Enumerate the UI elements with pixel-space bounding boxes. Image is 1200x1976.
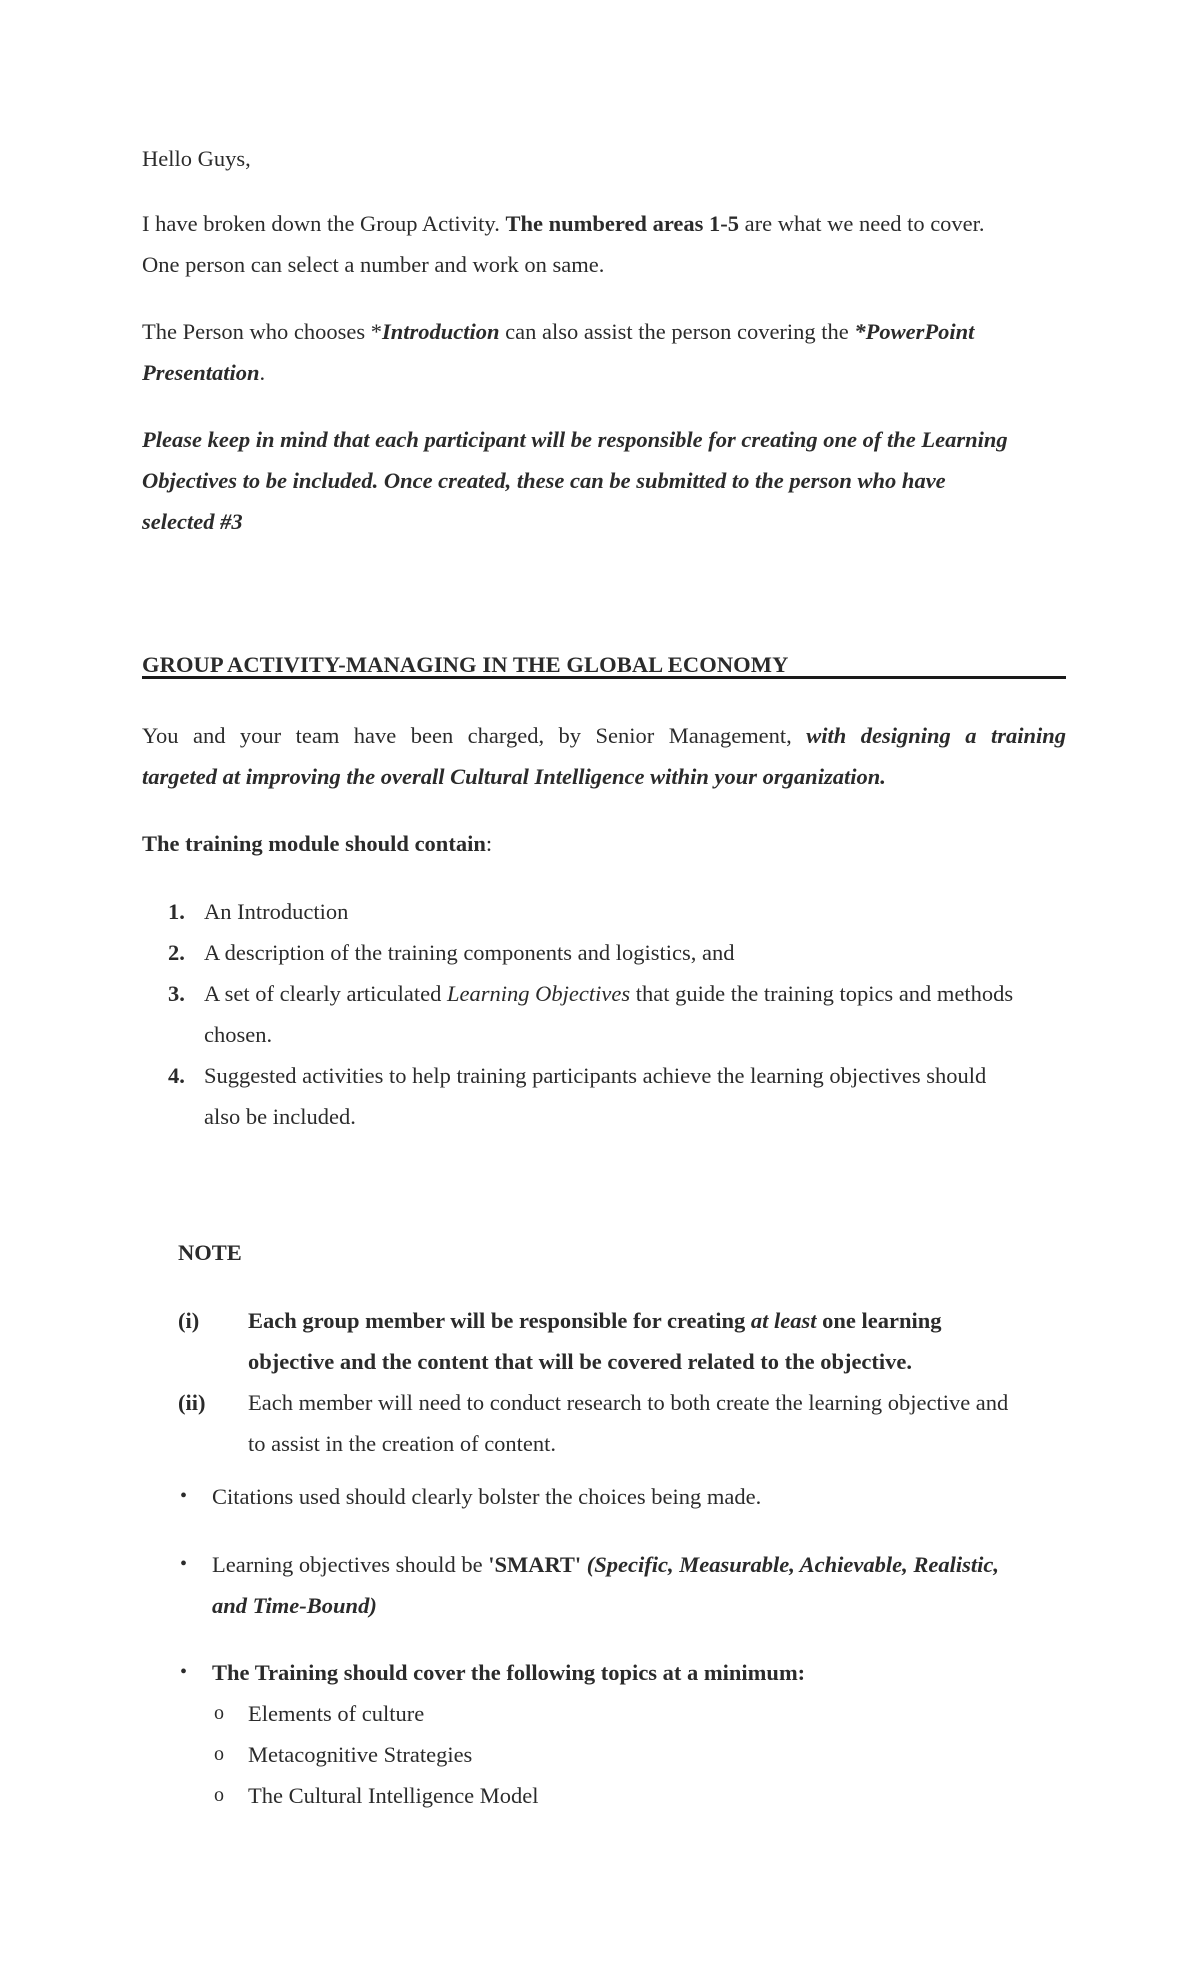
- section-heading: GROUP ACTIVITY-MANAGING IN THE GLOBAL ECONOMY: [142, 652, 789, 677]
- list-item: [142, 932, 1066, 973]
- learning-objectives-term: Learning Objectives: [447, 981, 631, 1006]
- list-number: 1.: [168, 899, 185, 924]
- period: .: [259, 360, 266, 385]
- reminder-line-2: Objectives to be included. Once created, these can be submitted to the person who have: [142, 468, 946, 493]
- smart-definition-continuation: and Time-Bound): [212, 1593, 377, 1618]
- note-text: one learning: [816, 1308, 942, 1333]
- module-intro: [142, 823, 1066, 864]
- list-item-text: A set of clearly articulated: [204, 981, 448, 1006]
- at-least-emphasis: at least: [750, 1308, 817, 1333]
- list-item: [142, 891, 1066, 932]
- note-title: NOTE: [178, 1240, 242, 1265]
- note-item: [178, 1300, 1066, 1382]
- topics-intro: The Training should cover the following topics at a minimum:: [212, 1660, 806, 1685]
- intro-paragraph: [142, 203, 1066, 285]
- charge-line-1: [142, 715, 1066, 756]
- bullet-item: [178, 1652, 1066, 1693]
- charge-text: You and your team have been charged, by Senior Management,: [142, 723, 807, 748]
- intro-text-1: I have broken down the Group Activity.: [142, 211, 506, 236]
- introduction-paragraph: [142, 311, 1066, 393]
- presentation-term: Presentation: [142, 360, 260, 385]
- intro-chooser-text: The Person who chooses *: [142, 319, 382, 344]
- reminder-line-3: selected #3: [142, 509, 243, 534]
- topic-text: Elements of culture: [248, 1701, 425, 1726]
- note-list: [178, 1300, 1066, 1464]
- topic-text: The Cultural Intelligence Model: [248, 1783, 539, 1808]
- note-continuation: objective and the content that will be covered related to the objective.: [248, 1349, 913, 1374]
- bullet-item: [178, 1476, 1066, 1517]
- topic-item: [178, 1693, 1066, 1734]
- list-number: 3.: [168, 981, 185, 1006]
- list-item-text: A description of the training components and logistics, and: [204, 940, 735, 965]
- smart-term: 'SMART': [488, 1552, 582, 1577]
- topic-item: [178, 1775, 1066, 1816]
- assist-text: can also assist the person covering the: [499, 319, 855, 344]
- note-item: [178, 1382, 1066, 1464]
- bullet-item: [178, 1544, 1066, 1626]
- module-intro-text: The training module should contain: [142, 831, 486, 856]
- note-continuation: to assist in the creation of content.: [248, 1431, 557, 1456]
- intro-text-3: One person can select a number and work on same.: [142, 252, 605, 277]
- bullet-text: Citations used should clearly bolster the choices being made.: [212, 1484, 762, 1509]
- list-item: [142, 1055, 1066, 1137]
- sub-bullet-marker: o: [214, 1743, 224, 1765]
- smart-bullet-list: [178, 1544, 1066, 1626]
- bullet-dot: •: [180, 1485, 188, 1507]
- topic-item: [178, 1734, 1066, 1775]
- topic-text: Metacognitive Strategies: [248, 1742, 473, 1767]
- bullet-text: Learning objectives should be: [212, 1552, 489, 1577]
- module-intro-colon: :: [485, 831, 493, 856]
- bullet-dot: •: [180, 1661, 188, 1683]
- topics-sublist: [178, 1693, 1066, 1816]
- sub-bullet-marker: o: [214, 1702, 224, 1724]
- smart-definition: (Specific, Measurable, Achievable, Realistic,: [581, 1552, 999, 1577]
- list-item-continuation: chosen.: [204, 1022, 273, 1047]
- reminder-line-1: Please keep in mind that each participant will be responsible for creating one of the Learning: [142, 427, 1008, 452]
- module-contents-list: [142, 891, 1066, 1137]
- note-text: Each group member will be responsible for creating: [248, 1308, 751, 1333]
- greeting: Hello Guys,: [142, 146, 251, 171]
- charge-paragraph: [142, 715, 1066, 797]
- sub-bullet-marker: o: [214, 1784, 224, 1806]
- citations-bullet-list: [178, 1476, 1066, 1517]
- bullet-dot: •: [180, 1553, 188, 1575]
- roman-numeral: (ii): [178, 1390, 206, 1415]
- charge-line-2: targeted at improving the overall Cultural Intelligence within your organization.: [142, 764, 886, 789]
- introduction-term: Introduction: [381, 319, 500, 344]
- topics-sublist-container: [178, 1693, 1066, 1816]
- charge-emphasis: with designing a training: [806, 723, 1066, 748]
- powerpoint-term: *PowerPoint: [854, 319, 975, 344]
- list-number: 2.: [168, 940, 185, 965]
- list-number: 4.: [168, 1063, 185, 1088]
- roman-numeral: (i): [178, 1308, 200, 1333]
- topics-sublist-wrapper: [178, 1693, 1066, 1816]
- list-item-text: Suggested activities to help training participants achieve the learning objectives should: [204, 1063, 987, 1088]
- list-item-text: An Introduction: [204, 899, 349, 924]
- note-text: Each member will need to conduct research to both create the learning objective and: [248, 1390, 1009, 1415]
- heading-underline: [142, 676, 1066, 679]
- intro-emphasis: The numbered areas 1-5: [505, 211, 740, 236]
- topics-bullet-list: [178, 1652, 1066, 1693]
- list-item-continuation: also be included.: [204, 1104, 356, 1129]
- intro-text-2: are what we need to cover.: [739, 211, 985, 236]
- learning-objectives-reminder: [142, 419, 1066, 542]
- list-item-text: that guide the training topics and methods: [630, 981, 1014, 1006]
- list-item: [142, 973, 1066, 1055]
